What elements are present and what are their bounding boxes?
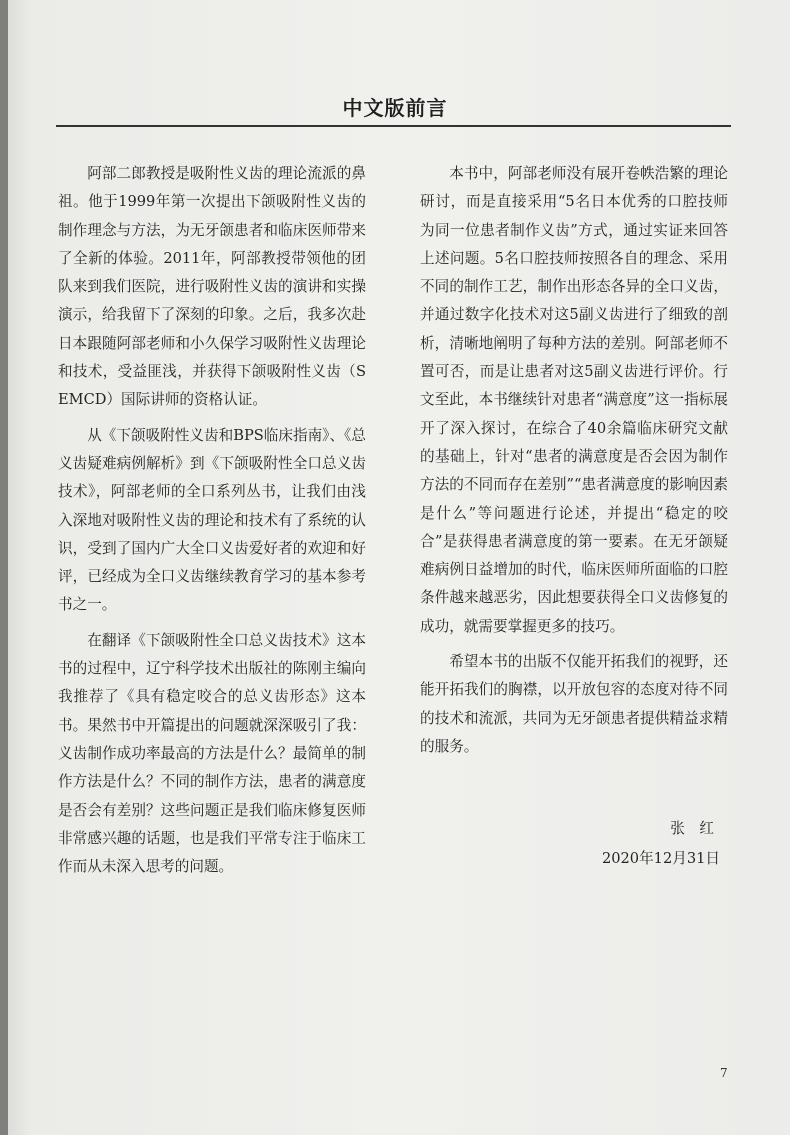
- right-column: [420, 160, 728, 768]
- paragraph: 从《下颌吸附性义齿和BPS临床指南》、《总义齿疑难病例解析》到《下颌吸附性全口总义齿技术》，阿部老师的全口系列丛书，让我们由浅入深地对吸附性义齿的理论和技术有了系统的认识，受到了国内广大全口义齿爱好者的欢迎和好评，已经成为全口义齿继续教育学习的基本参考书之一。: [58, 426, 366, 614]
- author-name: 张 红: [670, 820, 714, 837]
- paragraph: 阿部二郎教授是吸附性义齿的理论流派的鼻祖。他于1999年第一次提出下颌吸附性义齿的制作理念与方法，为无牙颌患者和临床医师带来了全新的体验。2011年，阿部教授带领他的团队来到我们医院，进行吸附性义齿的演讲和实操演示，给我留下了深刻的印象。之后，我多次赴日本跟随阿部老师和小久保学习吸附性义齿理论和技术，受益匪浅，并获得下颌吸附性义齿（SEMCD）国际讲师的资格认证。: [58, 165, 366, 409]
- signature-date: 2020年12月31日: [601, 850, 720, 867]
- page-number: 7: [720, 1066, 728, 1080]
- paragraph: 本书中，阿部老师没有展开卷帙浩繁的理论研讨，而是直接采用“5名日本优秀的口腔技师为同一位患者制作义齿”方式，通过实证来回答上述问题。5名口腔技师按照各自的理念、采用不同的制作工艺，制作出形态各异的全口义齿，并通过数字化技术对这5副义齿进行了细致的剖析，清晰地阐明了每种方法的差别。阿部老师不置可否，而是让患者对这5副义齿进行评价。行文至此，本书继续针对患者“满意度”这一指标展开了深入探讨，在综合了40余篇临床研究文献的基础上，针对“患者的满意度是否会因为制作方法的不同而存在差别”“患者满意度的影响因素是什么”等问题进行论述，并提出“稳定的咬合”是获得患者满意度的第一要素。在无牙颌疑难病例日益增加的时代，临床医师所面临的口腔条件越来越恶劣，因此想要获得全口义齿修复的成功，就需要掌握更多的技巧。: [420, 165, 728, 635]
- page-title: 中文版前言: [342, 96, 448, 120]
- title-divider: [56, 125, 731, 127]
- left-column: [58, 160, 366, 888]
- signature-block: [602, 814, 720, 874]
- paragraph: 希望本书的出版不仅能开拓我们的视野，还能开拓我们的胸襟，以开放包容的态度对待不同的技术和流派，共同为无牙颌患者提供精益求精的服务。: [420, 653, 728, 755]
- paragraph: 在翻译《下颌吸附性全口总义齿技术》这本书的过程中，辽宁科学技术出版社的陈刚主编向我推荐了《具有稳定咬合的总义齿形态》这本书。果然书中开篇提出的问题就深深吸引了我：义齿制作成功率最高的方法是什么？最简单的制作方法是什么？不同的制作方法，患者的满意度是否会有差别？这些问题正是我们临床修复医师非常感兴趣的话题，也是我们平常专注于临床工作而从未深入思考的问题。: [58, 631, 366, 876]
